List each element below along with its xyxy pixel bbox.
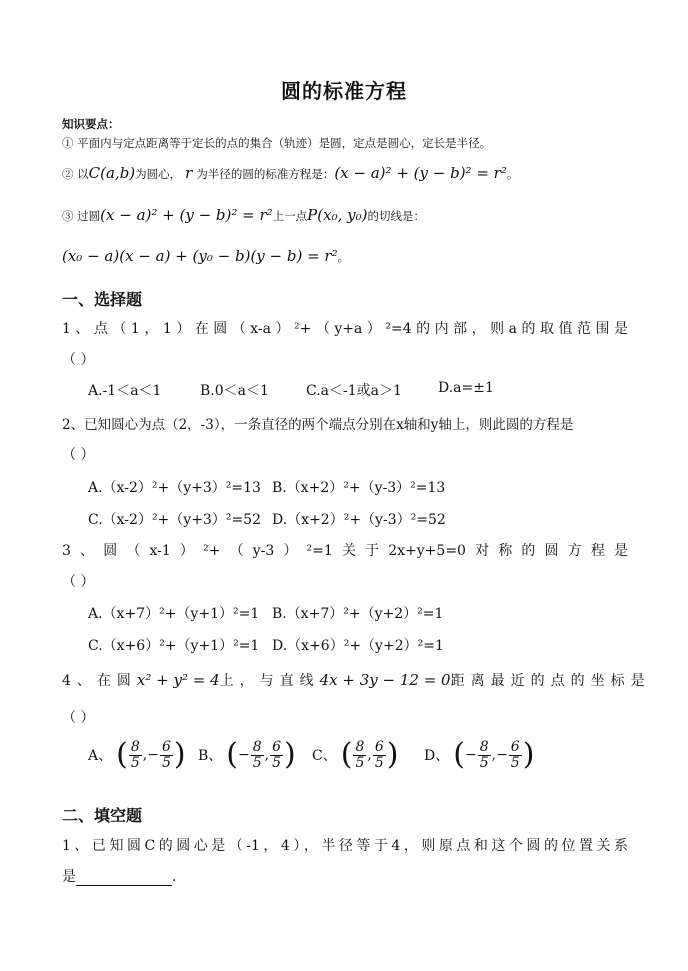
fraction: $\frac{6}{5}$ bbox=[374, 739, 384, 771]
comma: , bbox=[491, 747, 497, 764]
item2-mid: 为圆心， bbox=[135, 167, 182, 181]
left-paren: ( bbox=[453, 737, 465, 773]
q4-option-d bbox=[424, 737, 535, 773]
q1-text: 1、点（1，1）在圆（x-a）²+（y+a）²=4的内部，则a的取值范围是 bbox=[62, 321, 628, 337]
item3-mid: 上一点 bbox=[272, 209, 308, 223]
fraction: $\frac{8}{5}$ bbox=[355, 739, 365, 771]
tangent-end: 。 bbox=[337, 250, 350, 264]
fraction: $\frac{8}{5}$ bbox=[130, 739, 140, 771]
comma: , bbox=[367, 747, 372, 764]
q4-text bbox=[62, 670, 651, 690]
right-paren: ) bbox=[173, 737, 186, 773]
q2-option-c: C.（x-2）²+（y+3）²=52 bbox=[88, 512, 261, 528]
fraction: $\frac{6}{5}$ bbox=[272, 739, 282, 771]
fraction: $\frac{6}{5}$ bbox=[161, 739, 171, 771]
sign: − bbox=[464, 747, 477, 764]
section-1-heading: 一、选择题 bbox=[62, 290, 143, 309]
q4-option-label: D、 bbox=[424, 748, 450, 765]
comma: , bbox=[264, 747, 270, 764]
fill-q1-prefix: 是 bbox=[62, 869, 76, 885]
q3-blank: （ ） bbox=[62, 574, 95, 590]
q4-line-eq: 4x + 3y − 12 = 0 bbox=[319, 671, 451, 689]
knowledge-item-3 bbox=[62, 206, 425, 224]
right-paren: ) bbox=[284, 737, 296, 773]
tangent-equation: (x₀ − a)(x − a) + (y₀ − b)(y − b) = r² bbox=[62, 247, 338, 265]
page-title: 圆的标准方程 bbox=[281, 79, 407, 103]
q2-blank: （ ） bbox=[62, 447, 95, 463]
answer-blank[interactable] bbox=[76, 871, 172, 886]
coordinate-pair bbox=[116, 737, 186, 773]
fill-q1-end: . bbox=[172, 869, 177, 885]
knowledge-item-1: ① 平面内与定点距离等于定长的点的集合（轨迹）是圆，定点是圆心，定长是半径。 bbox=[62, 136, 492, 150]
q4-option-b bbox=[198, 737, 296, 773]
q4-option-a bbox=[88, 737, 186, 773]
q4-text-b: 上，与直线 bbox=[219, 673, 320, 689]
item3-end: 的切线是： bbox=[367, 209, 425, 223]
q4-option-label: B、 bbox=[198, 748, 223, 765]
item2-equation: (x − a)² + (y − b)² = r² bbox=[334, 164, 507, 182]
right-paren: ) bbox=[386, 737, 399, 773]
left-paren: ( bbox=[116, 737, 128, 773]
item2-center: C(a,b) bbox=[88, 164, 136, 182]
q3-option-d: D.（x+6）²+（y+2）²=1 bbox=[272, 638, 444, 654]
q2-option-b: B.（x+2）²+（y-3）²=13 bbox=[272, 480, 446, 496]
q4-text-c: 距离最近的点的坐标是 bbox=[450, 673, 651, 689]
item3-prefix: ③ 过圆 bbox=[62, 209, 101, 223]
q4-option-c bbox=[312, 737, 399, 773]
item3-point: P(x₀, y₀) bbox=[307, 206, 368, 224]
sign: − bbox=[238, 747, 250, 764]
q1-blank: （ ） bbox=[62, 352, 95, 368]
q2-option-a: A.（x-2）²+（y+3）²=13 bbox=[88, 480, 261, 496]
fraction: $\frac{8}{5}$ bbox=[479, 739, 489, 771]
comma: , bbox=[142, 747, 148, 764]
section-2-heading: 二、填空题 bbox=[62, 806, 143, 825]
fill-q1-line2 bbox=[62, 866, 176, 886]
q1-option-b: B.0＜a＜1 bbox=[200, 383, 269, 399]
fill-q1-text: 1、已知圆C的圆心是（-1，4），半径等于4，则原点和这个圆的位置关系 bbox=[62, 838, 628, 854]
q1-option-d: D.a=±1 bbox=[438, 380, 494, 396]
right-paren: ) bbox=[522, 737, 535, 773]
q1-option-c: C.a＜-1或a＞1 bbox=[306, 383, 402, 399]
item3-equation: (x − a)² + (y − b)² = r² bbox=[100, 206, 273, 224]
sign: − bbox=[147, 747, 159, 764]
knowledge-heading: 知识要点： bbox=[62, 117, 120, 131]
q3-text: 3、圆（x-1）²+（y-3）²=1关于2x+y+5=0对称的圆方程是 bbox=[62, 543, 628, 559]
q1-option-a: A.-1＜a＜1 bbox=[88, 383, 162, 399]
left-paren: ( bbox=[340, 737, 353, 773]
coordinate-pair bbox=[340, 737, 399, 773]
coordinate-pair bbox=[226, 737, 296, 773]
q3-option-a: A.（x+7）²+（y+1）²=1 bbox=[88, 606, 260, 622]
item2-end: 。 bbox=[506, 167, 519, 181]
q4-option-label: A、 bbox=[88, 748, 113, 765]
sign: − bbox=[496, 747, 508, 764]
q4-circle-eq: x² + y² = 4 bbox=[136, 671, 220, 689]
fraction: $\frac{8}{5}$ bbox=[252, 739, 262, 771]
q3-option-b: B.（x+7）²+（y+2）²=1 bbox=[272, 606, 444, 622]
fraction: $\frac{6}{5}$ bbox=[510, 739, 520, 771]
tangent-line bbox=[62, 246, 349, 265]
knowledge-item-2 bbox=[62, 164, 518, 182]
q4-option-label: C、 bbox=[312, 748, 337, 765]
coordinate-pair bbox=[453, 737, 535, 773]
q4-blank: （ ） bbox=[62, 710, 95, 726]
item2-mid2: 为半径的圆的标准方程是： bbox=[196, 167, 335, 181]
q3-option-c: C.（x+6）²+（y+1）²=1 bbox=[88, 638, 260, 654]
item2-prefix: ② 以 bbox=[62, 167, 89, 181]
left-paren: ( bbox=[226, 737, 239, 773]
q4-text-a: 4、在圆 bbox=[62, 673, 137, 689]
item2-radius: r bbox=[185, 164, 193, 182]
q2-option-d: D.（x+2）²+（y-3）²=52 bbox=[272, 512, 446, 528]
q2-text: 2、已知圆心为点（2，-3），一条直径的两个端点分别在x轴和y轴上，则此圆的方程是 bbox=[62, 417, 574, 433]
